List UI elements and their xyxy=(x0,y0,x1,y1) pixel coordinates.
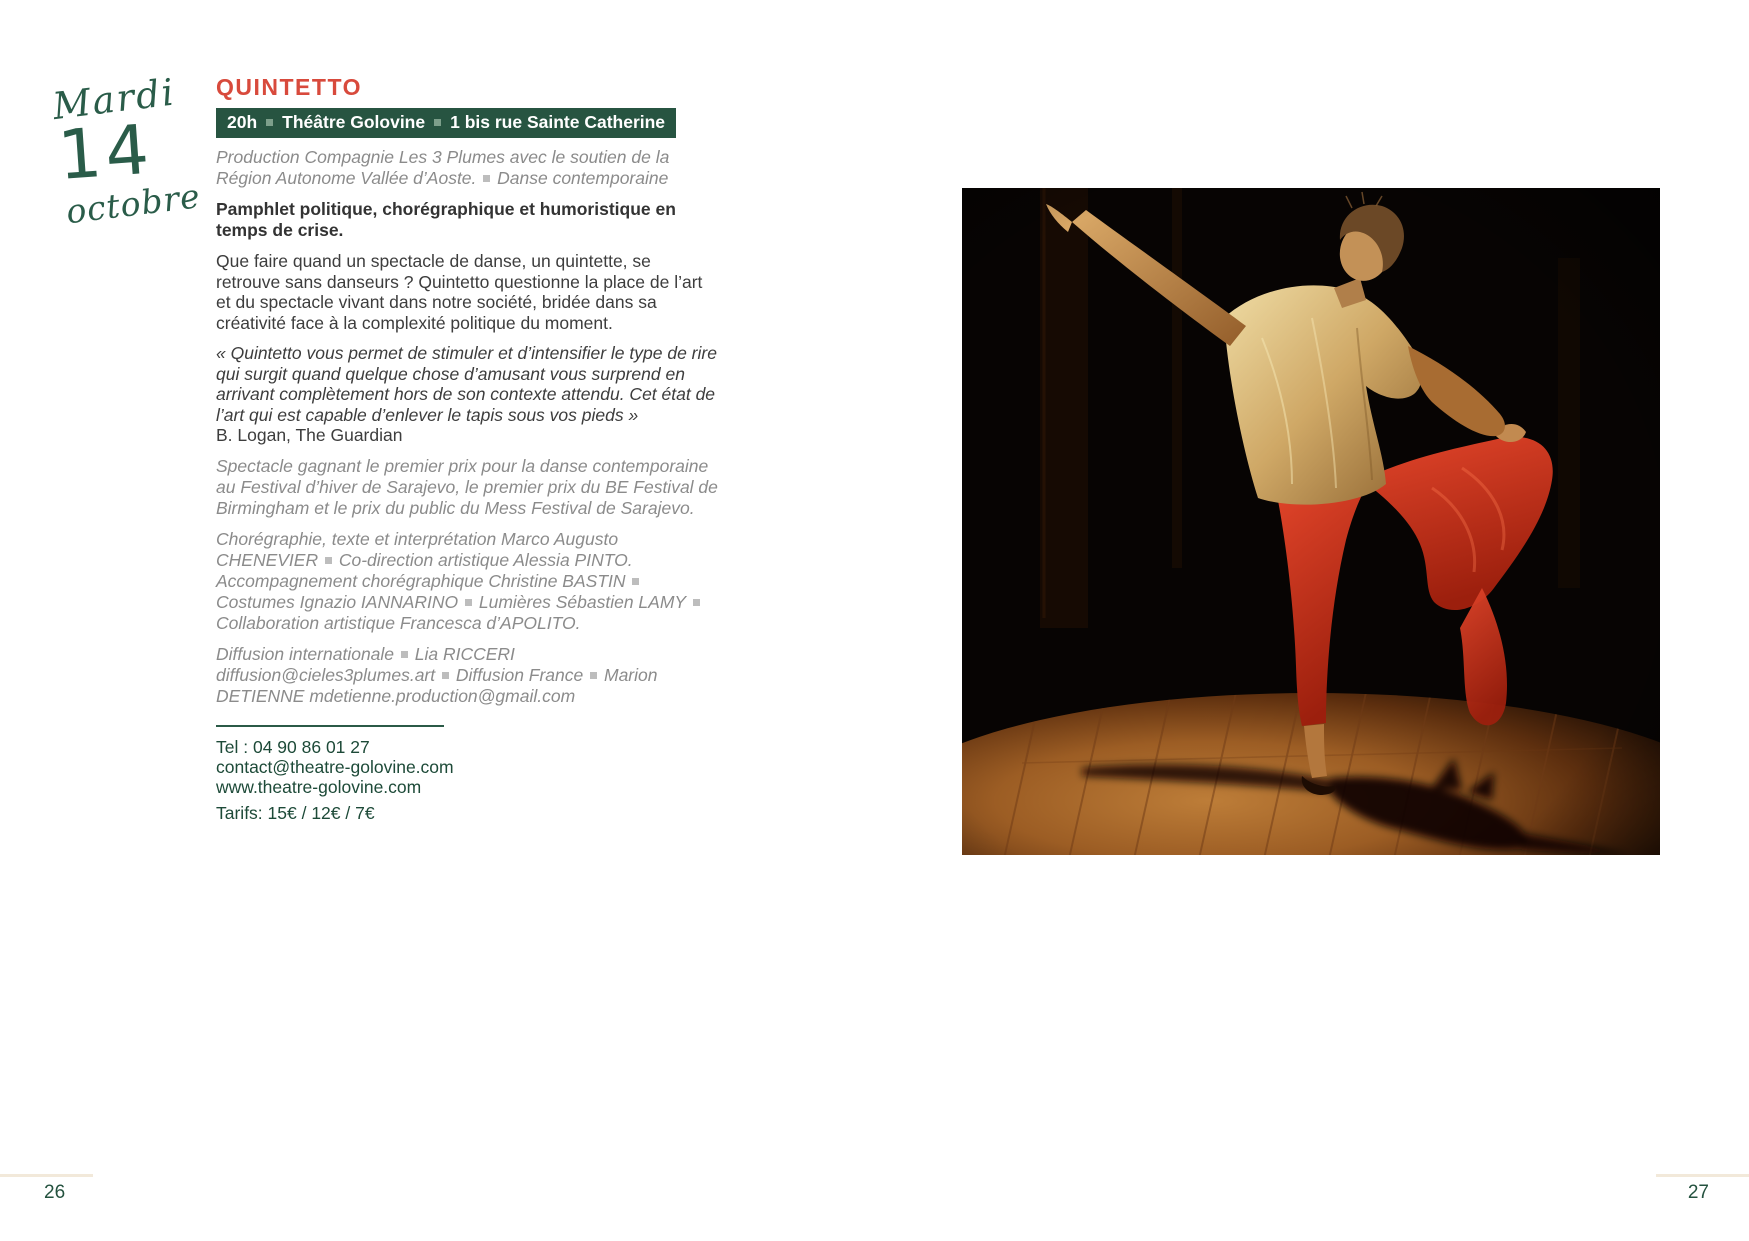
credits: Chorégraphie, texte et interprétation Marco Augusto CHENEVIER Co-direction artistique Alessia PINTO. Accompagnement chorégraphique Christine BASTIN Costumes Ignazio IANNARINO Lumières Sébastien LAMY Collaboration artistique Francesca d’APOLITO. xyxy=(216,529,718,634)
press-quote: « Quintetto vous permet de stimuler et d’intensifier le type de rire qui surgit quand quelque chose d’amusant vous surprend en arrivant complètement hors de son contexte attendu. Cet état de l’art qui est capable d’enlever le tapis sous vos pieds » xyxy=(216,343,717,425)
square-separator-icon xyxy=(401,651,408,658)
event-date xyxy=(50,70,211,231)
square-separator-icon xyxy=(590,672,597,679)
date-month: octobre xyxy=(63,175,203,231)
event-venue: Théâtre Golovine xyxy=(282,112,426,132)
stage-photo-illustration xyxy=(962,188,1660,855)
page-number-right: 27 xyxy=(1687,1182,1709,1203)
square-separator-icon xyxy=(483,175,490,182)
event-title: QUINTETTO xyxy=(216,74,362,100)
square-separator-icon xyxy=(266,119,273,126)
footer-rule-right xyxy=(1656,1174,1749,1177)
event-headline: Pamphlet politique, chorégraphique et humoristique en temps de crise. xyxy=(216,199,676,240)
diffusion-contacts: Diffusion internationale Lia RICCERI diffusion@cieles3plumes.art Diffusion France Marion DETIENNE mdetienne.production@gmail.com xyxy=(216,643,658,706)
production-note: Production Compagnie Les 3 Plumes avec le soutien de la Région Autonome Vallée d’Aoste. Danse contemporaine xyxy=(216,147,670,188)
date-weekday: Mardi xyxy=(50,70,178,129)
event-banner xyxy=(216,108,676,138)
square-separator-icon xyxy=(632,578,639,585)
square-separator-icon xyxy=(693,599,700,606)
page-number-left: 26 xyxy=(44,1182,66,1203)
square-separator-icon xyxy=(325,557,332,564)
ticket-prices: Tarifs: 15€ / 12€ / 7€ xyxy=(216,802,375,823)
date-day: 14 xyxy=(55,110,156,196)
square-separator-icon xyxy=(442,672,449,679)
photo-vignette xyxy=(962,188,1660,855)
contact-phone: Tel : 04 90 86 01 27 xyxy=(216,736,370,757)
divider-line xyxy=(216,725,444,727)
event-address: 1 bis rue Sainte Catherine xyxy=(450,112,666,132)
contact-email: contact@theatre-golovine.com xyxy=(216,756,454,777)
footer-rule-left xyxy=(0,1174,93,1177)
event-description: Que faire quand un spectacle de danse, un quintette, se retrouve sans danseurs ? Quintetto questionne la place de l’art et du spectacle vivant dans notre société, bridée dans sa créativité face à la complexité politique du moment. xyxy=(216,251,703,333)
contact-website: www.theatre-golovine.com xyxy=(216,776,422,797)
event-time: 20h xyxy=(227,112,258,132)
event-details xyxy=(216,74,718,823)
awards-note: Spectacle gagnant le premier prix pour la danse contemporaine au Festival d’hiver de Sarajevo, le premier prix du BE Festival de Birmingham et le prix du public du Mess Festival de Sarajevo. xyxy=(216,455,718,518)
dancer-photo xyxy=(962,188,1660,855)
press-quote-author: B. Logan, The Guardian xyxy=(216,425,403,445)
square-separator-icon xyxy=(465,599,472,606)
square-separator-icon xyxy=(434,119,441,126)
contact-block xyxy=(216,737,718,823)
